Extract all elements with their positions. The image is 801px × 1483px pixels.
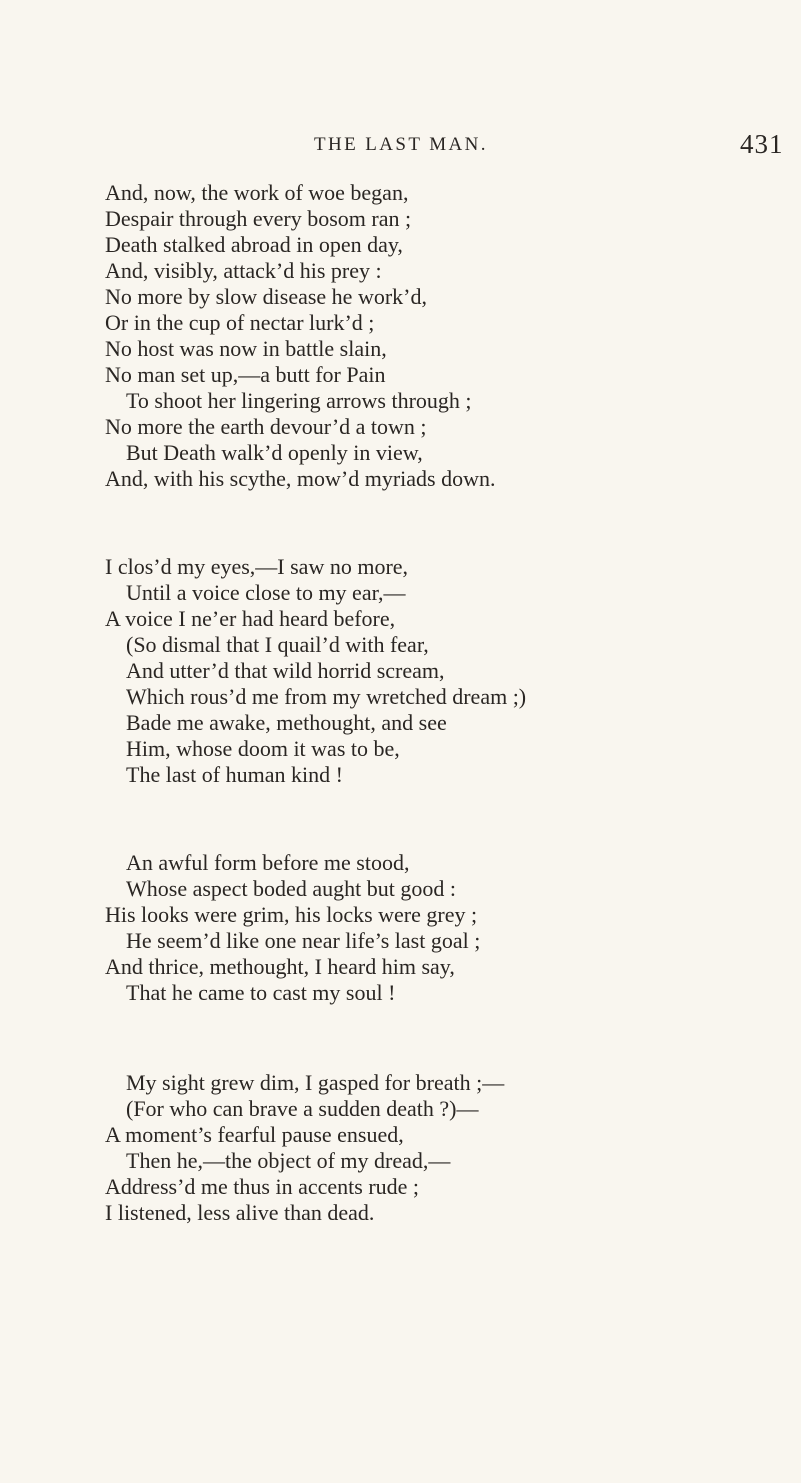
poem-line: That he came to cast my soul ! (126, 980, 396, 1005)
poem-line: And utter’d that wild horrid scream, (126, 658, 445, 683)
poem-line: Death stalked abroad in open day, (105, 232, 403, 257)
poem-line: A voice I ne’er had heard before, (105, 606, 396, 631)
poem-line: And, with his scythe, mow’d myriads down. (105, 466, 496, 491)
poem-line: Bade me awake, methought, and see (126, 710, 447, 735)
poem-line: The last of human kind ! (126, 762, 343, 787)
poem-line: I listened, less alive than dead. (105, 1200, 375, 1225)
poem-line: No host was now in battle slain, (105, 336, 387, 361)
poem-line: Or in the cup of nectar lurk’d ; (105, 310, 375, 335)
poem-line: A moment’s fearful pause ensued, (105, 1122, 404, 1147)
poem-line: Then he,—the object of my dread,— (126, 1148, 451, 1173)
poem-line: And, visibly, attack’d his prey : (105, 258, 382, 283)
poem-line: No more by slow disease he work’d, (105, 284, 427, 309)
running-title: THE LAST MAN. (314, 134, 488, 155)
poem-line: And thrice, methought, I heard him say, (105, 954, 455, 979)
poem-line: Address’d me thus in accents rude ; (105, 1174, 420, 1199)
poem-line: Which rous’d me from my wretched dream ;) (126, 684, 527, 709)
poem-line: Despair through every bosom ran ; (105, 206, 412, 231)
poem-line: Whose aspect boded aught but good : (126, 876, 456, 901)
poem-line: (So dismal that I quail’d with fear, (126, 632, 429, 657)
poem-line: His looks were grim, his locks were grey ; (105, 902, 478, 927)
page-number: 431 (740, 129, 784, 159)
poem-line: (For who can brave a sudden death ?)— (126, 1096, 479, 1121)
poem-line: No more the earth devour’d a town ; (105, 414, 427, 439)
poem-line: My sight grew dim, I gasped for breath ;— (126, 1070, 505, 1095)
poem-line: I clos’d my eyes,—I saw no more, (105, 554, 409, 579)
poem-line: Until a voice close to my ear,— (126, 580, 406, 605)
poem-line: He seem’d like one near life’s last goal ; (126, 928, 481, 953)
poem-line: No man set up,—a butt for Pain (105, 362, 386, 387)
poem-line: An awful form before me stood, (126, 850, 410, 875)
poem-line: To shoot her lingering arrows through ; (126, 388, 472, 413)
poem-line: But Death walk’d openly in view, (126, 440, 423, 465)
poem-line: Him, whose doom it was to be, (126, 736, 400, 761)
poem-line: And, now, the work of woe began, (105, 180, 409, 205)
page-header (0, 129, 801, 164)
